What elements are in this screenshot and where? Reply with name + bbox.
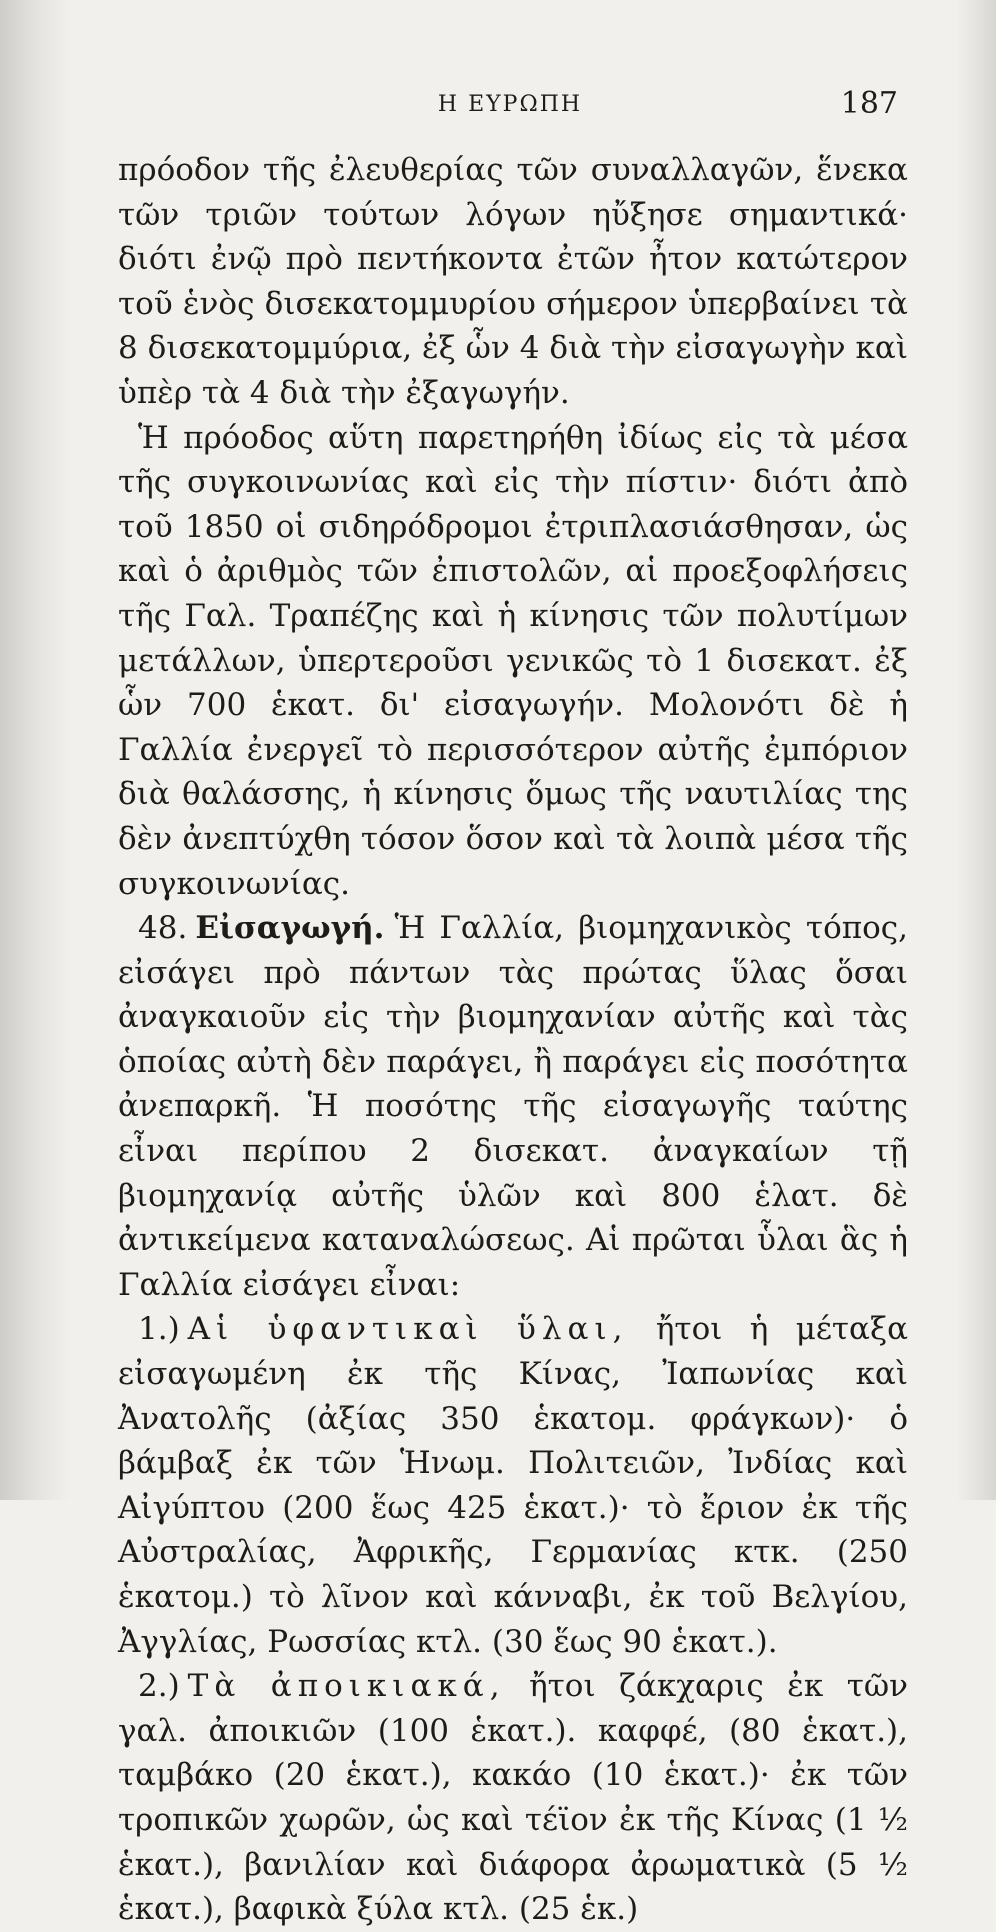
list-item-2 bbox=[118, 1664, 908, 1932]
page-number: 187 bbox=[840, 86, 898, 121]
section-title: Εἰσαγωγή. bbox=[195, 910, 385, 947]
page-edge-shadow bbox=[956, 0, 996, 1500]
list-item-1-number: 1.) bbox=[138, 1311, 180, 1348]
page-gutter-shadow bbox=[0, 0, 70, 1500]
running-header bbox=[120, 86, 900, 126]
section-number: 48. bbox=[138, 910, 188, 947]
body-text bbox=[118, 148, 908, 1932]
list-item-1-text: ἤτοι ἡ μέταξα εἰσαγωμένη ἐκ τῆς Κίνας, Ἰαπωνίας καὶ Ἀνατολῆς (ἀξίας 350 ἑκατομ. φράγκων)· ὁ βάμβαξ ἐκ τῶν Ἡνωμ. Πολιτειῶν, Ἰνδίας καὶ Αἰγύπτου (200 ἕως 425 ἑκατ.)· τὸ ἔριον ἐκ τῆς Αὐστραλίας, Ἀφρικῆς, Γερμανίας κτκ. (250 ἑκατομ.) τὸ λῖνον καὶ κάνναβι, ἐκ τοῦ Βελγίου, Ἀγγλίας, Ρωσσίας κτλ. (30 ἕως 90 ἑκατ.). bbox=[118, 1311, 908, 1660]
paragraph-progress: Ἡ πρόοδος αὕτη παρετηρήθη ἰδίως εἰς τὰ μέσα τῆς συγκοινωνίας καὶ εἰς τὴν πίστιν· διότι ἀπὸ τοῦ 1850 οἱ σιδηρόδρομοι ἐτριπλασιάσθησαν, ὡς καὶ ὁ ἀριθμὸς τῶν ἐπιστολῶν, αἱ προεξοφλήσεις τῆς Γαλ. Τραπέζης καὶ ἡ κίνησις τῶν πολυτίμων μετάλλων, ὑπερτεροῦσι γενικῶς τὸ 1 δισεκατ. ἐξ ὧν 700 ἑκατ. δι' εἰσαγωγήν. Μολονότι δὲ ἡ Γαλλία ἐνεργεῖ τὸ περισσότερον αὐτῆς ἐμπόριον διὰ θαλάσσης, ἡ κίνησις ὅμως τῆς ναυτιλίας της δὲν ἀνεπτύχθη τόσον ὅσον καὶ τὰ λοιπὰ μέσα τῆς συγκοινωνίας. bbox=[118, 419, 908, 902]
list-item-2-text: ἤτοι ζάκχαρις ἐκ τῶν γαλ. ἀποικιῶν (100 ἑκατ.). καφφέ, (80 ἑκατ.), ταμβάκο (20 ἑκατ.), κακάο (10 ἑκατ.)· ἐκ τῶν τροπικῶν χωρῶν, ὡς καὶ τέϊον ἐκ τῆς Κίνας (1 ½ ἑκατ.), βανιλίαν καὶ διάφορα ἀρωματικὰ (5 ½ ἑκατ.), βαφικὰ ξύλα κτλ. (25 ἑκ.) bbox=[118, 1668, 908, 1928]
list-item-2-number: 2.) bbox=[138, 1668, 180, 1705]
section-48-text: Ἡ Γαλλία, βιομηχανικὸς τόπος, εἰσάγει πρὸ πάντων τὰς πρώτας ὕλας ὅσαι ἀναγκαιοῦν εἰς τὴν βιομηχανίαν αὐτῆς καὶ τὰς ὁποίας αὐτὴ δὲν παράγει, ἢ παράγει εἰς ποσότητα ἀνεπαρκῆ. Ἡ ποσότης τῆς εἰσαγωγῆς ταύτης εἶναι περίπου 2 δισεκατ. ἀναγκαίων τῇ βιομηχανίᾳ αὐτῆς ὑλῶν καὶ 800 ἑλατ. δὲ ἀντικείμενα καταναλώσεως. Αἱ πρῶται ὗλαι ἃς ἡ Γαλλία εἰσάγει εἶναι: bbox=[118, 910, 908, 1303]
list-item-2-title: Τὰ ἀποικιακά, bbox=[187, 1668, 506, 1705]
running-title: Η ΕΥΡΩΠΗ bbox=[437, 92, 583, 117]
list-item-1-title: Αἱ ὑφαντικαὶ ὕλαι, bbox=[187, 1311, 629, 1348]
section-48-paragraph bbox=[118, 906, 908, 1307]
paragraph-continued: πρόοδον τῆς ἐλευθερίας τῶν συναλλαγῶν, ἕνεκα τῶν τριῶν τούτων λόγων ηὔξησε σημαντικά· διότι ἐνῷ πρὸ πεντήκοντα ἐτῶν ἦτον κατώτερον τοῦ ἑνὸς δισεκατομμυρίου σήμερον ὑπερβαίνει τὰ 8 δισεκατομμύρια, ἐξ ὧν 4 διὰ τὴν εἰσαγωγὴν καὶ ὑπὲρ τὰ 4 διὰ τὴν ἐξαγωγήν. bbox=[118, 152, 908, 411]
list-item-1 bbox=[118, 1307, 908, 1664]
